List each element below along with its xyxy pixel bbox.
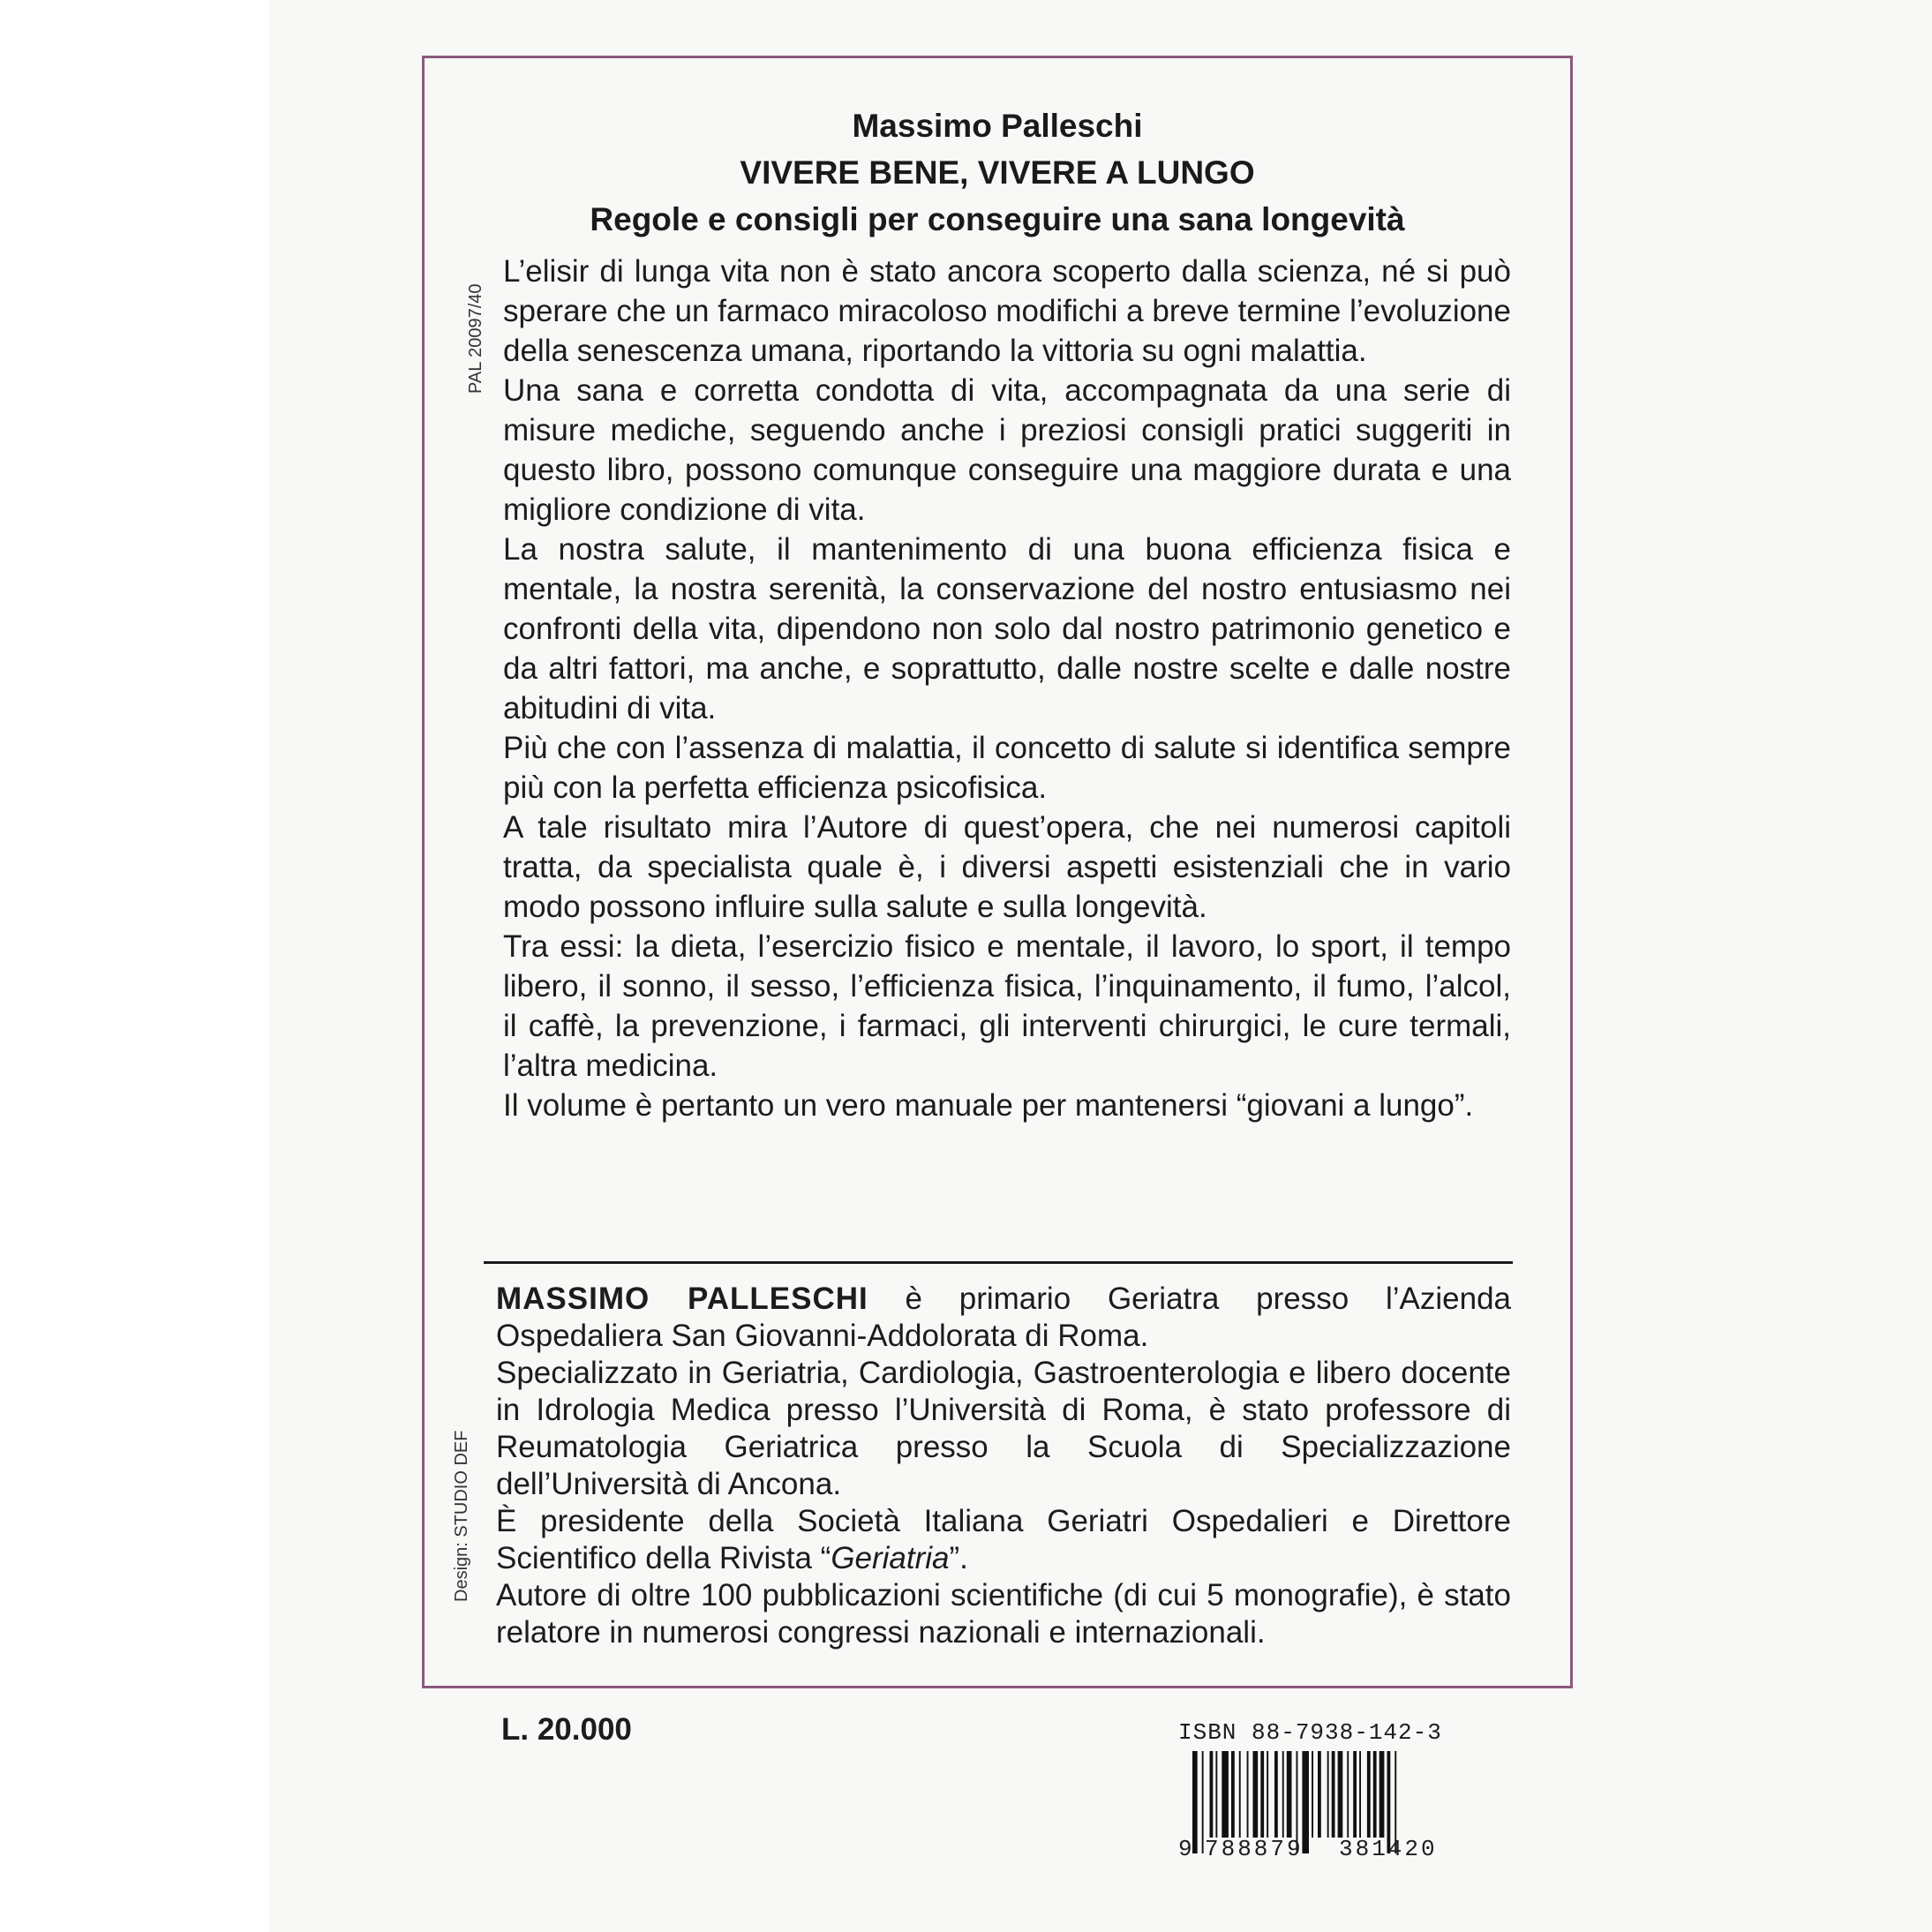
barcode-digit-prefix: 9 (1178, 1836, 1192, 1862)
cover-header (459, 102, 1536, 243)
book-title: VIVERE BENE, VIVERE A LUNGO (740, 154, 1255, 191)
bio-paragraph (496, 1281, 1511, 1355)
design-credit-label: Design: STUDIO DEF (452, 1430, 471, 1602)
bio-text: È presidente della Società Italiana Geriatri Ospedalieri e Direttore Scientifico della Rivista “ (496, 1504, 1511, 1575)
blurb-paragraph: Il volume è pertanto un vero manuale per mantenersi “giovani a lungo”. (503, 1088, 1474, 1123)
barcode-digits-left: 788879 (1205, 1836, 1304, 1862)
bio-paragraph: Autore di oltre 100 pubblicazioni scientifiche (di cui 5 monografie), è stato relatore in numerosi congressi nazionali e internazionali. (496, 1578, 1511, 1650)
blurb-text (503, 252, 1511, 1125)
blurb-paragraph: La nostra salute, il mantenimento di una buona efficienza fisica e mentale, la nostra serenità, la conservazione del nostro entusiasmo nei confronti della vita, dipendono non solo dal nostro patrimonio genetico e da altri fattori, ma anche, e soprattutto, dalle nostre scelte e dalle nostre abitudini di vita. (503, 532, 1511, 725)
blurb-paragraph: Tra essi: la dieta, l’esercizio fisico e mentale, il lavoro, lo sport, il tempo libero, il sonno, il sesso, l’efficienza fisica, l’inquinamento, il fumo, l’alcol, il caffè, la prevenzione, i farmaci, gli interventi chirurgici, le cure termali, l’altra medicina. (503, 929, 1511, 1083)
blurb-paragraph: Una sana e corretta condotta di vita, accompagnata da una serie di misure mediche, seguendo anche i preziosi consigli pratici suggeriti in questo libro, possono comunque conseguire una maggiore durata e una migliore condizione di vita. (503, 373, 1511, 527)
section-divider (484, 1261, 1513, 1264)
bio-text: ”. (949, 1541, 968, 1575)
bio-paragraph (496, 1503, 1511, 1577)
blurb-paragraph: Più che con l’assenza di malattia, il concetto di salute si identifica sempre più con la perfetta efficienza psicofisica. (503, 731, 1511, 805)
book-subtitle: Regole e consigli per conseguire una sana longevità (590, 201, 1405, 237)
blurb-paragraph: L’elisir di lunga vita non è stato ancora scoperto dalla scienza, né si può sperare che un farmaco miracoloso modifichi a breve termine l’evoluzione della senescenza umana, riportando la vittoria su ogni malattia. (503, 254, 1511, 368)
blurb-paragraph: A tale risultato mira l’Autore di quest’opera, che nei numerosi capitoli tratta, da specialista quale è, i diversi aspetti esistenziali che in vario modo possono influire sulla salute e sulla longevità. (503, 810, 1511, 924)
price-label: L. 20.000 (501, 1712, 632, 1747)
author-bio (496, 1281, 1511, 1651)
side-code-label: PAL 20097/40 (466, 283, 485, 394)
bio-author-name: MASSIMO PALLESCHI (496, 1282, 868, 1316)
barcode-digits-right: 381420 (1339, 1836, 1438, 1862)
author-name: Massimo Palleschi (852, 108, 1143, 144)
bio-paragraph: Specializzato in Geriatria, Cardiologia, Gastroenterologia e libero docente in Idrologia Medica presso l’Università di Roma, è stato professore di Reumatologia Geriatrica presso la Scuola di Specializzazione dell’Università di Ancona. (496, 1356, 1511, 1501)
journal-name: Geriatria (831, 1541, 950, 1575)
isbn-label: ISBN 88-7938-142-3 (1178, 1719, 1442, 1746)
bio-text: è primario Geriatra presso l’Azienda Ospedaliera San Giovanni-Addolorata di Roma. (496, 1282, 1511, 1353)
